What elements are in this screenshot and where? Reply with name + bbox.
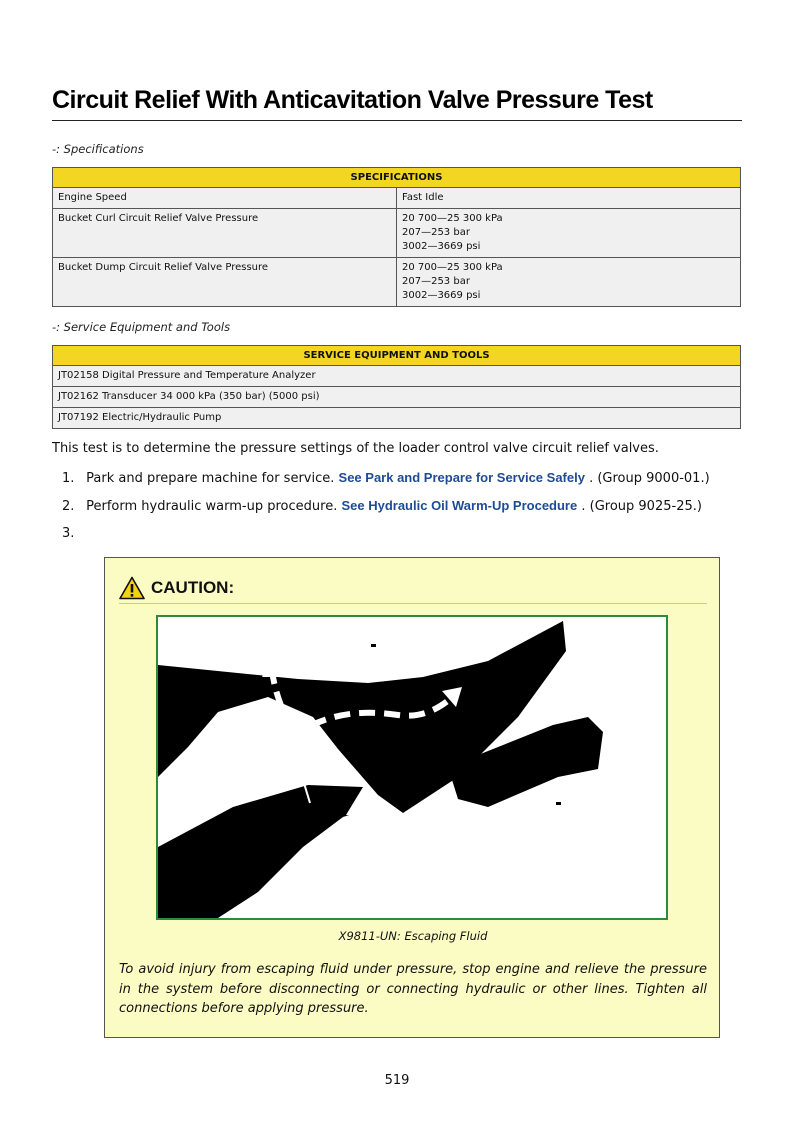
equipment-label: -: Service Equipment and Tools [52,320,231,334]
equipment-item: JT02162 Transducer 34 000 kPa (350 bar) (5000 psi) [53,387,741,408]
intro-paragraph: This test is to determine the pressure settings of the loader control valve circuit relief valves. [52,441,659,456]
step-text: Park and prepare machine for service. [86,471,335,486]
hydraulic-warmup-link[interactable]: See Hydraulic Oil Warm-Up Procedure [341,498,578,513]
step-number: 1. [62,471,75,486]
step-number: 2. [62,499,75,514]
park-prepare-link[interactable]: See Park and Prepare for Service Safely [338,470,585,485]
escaping-fluid-illustration [156,615,668,920]
warning-triangle-icon [119,576,145,600]
spec-name: Engine Speed [53,188,397,209]
spec-name: Bucket Curl Circuit Relief Valve Pressure [53,209,397,258]
step-item [62,526,82,541]
escaping-fluid-drawing [158,617,666,918]
equipment-item: JT02158 Digital Pressure and Temperature Analyzer [53,366,741,387]
page-title: Circuit Relief With Anticavitation Valve Pressure Test [52,86,742,121]
caution-header [119,572,707,604]
step-suffix: . (Group 9000-01.) [584,471,710,486]
step-item [62,498,702,514]
spec-name: Bucket Dump Circuit Relief Valve Pressure [53,258,397,307]
equipment-table [52,345,741,429]
equipment-header: SERVICE EQUIPMENT AND TOOLS [53,346,741,366]
caution-label: CAUTION: [151,577,235,597]
spec-value: 20 700—25 300 kPa 207—253 bar 3002—3669 psi [397,209,741,258]
step-suffix: . (Group 9025-25.) [577,499,702,514]
step-number: 3. [62,526,75,541]
spec-value: Fast Idle [397,188,741,209]
specifications-label: -: Specifications [52,142,144,156]
figure-caption: X9811-UN: Escaping Fluid [338,929,488,943]
caution-box [104,557,720,1038]
specifications-header: SPECIFICATIONS [53,168,741,188]
caution-text: To avoid injury from escaping fluid under pressure, stop engine and relieve the pressure in the system before disconnecting or connecting hydraulic or other lines. Tighten all connections before applying pressure. [119,962,707,1016]
step-item [62,470,710,486]
equipment-item: JT07192 Electric/Hydraulic Pump [53,408,741,429]
spec-value: 20 700—25 300 kPa 207—253 bar 3002—3669 psi [397,258,741,307]
specifications-table [52,167,741,307]
step-text: Perform hydraulic warm-up procedure. [86,499,338,514]
page-number: 519 [384,1073,410,1088]
